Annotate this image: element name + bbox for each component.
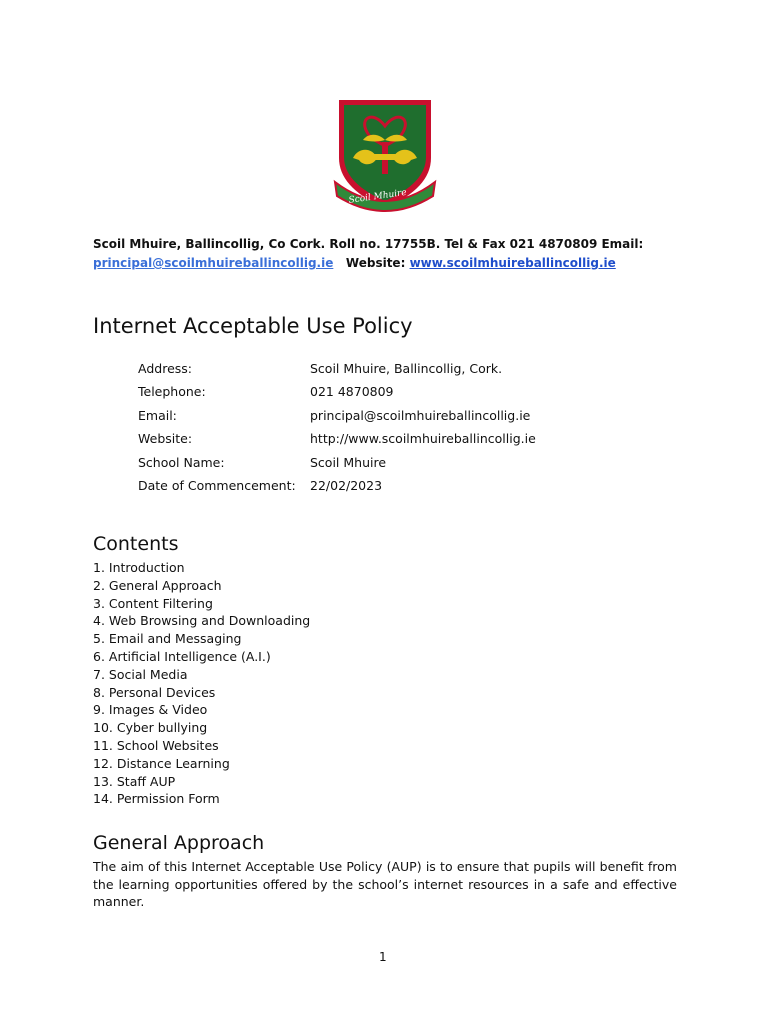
contents-item: 10. Cyber bullying <box>93 720 208 736</box>
detail-value: http://www.scoilmhuireballincollig.ie <box>310 431 536 447</box>
detail-label: Email: <box>138 407 177 423</box>
general-approach-paragraph: The aim of this Internet Acceptable Use Policy (AUP) is to ensure that pupils will benefit from the learning opportunities offered by the school’s internet resources in a safe and effective manner. <box>93 859 677 910</box>
header-email-link[interactable]: principal@scoilmhuireballincollig.ie <box>93 256 334 270</box>
contents-item: 7. Social Media <box>93 666 188 682</box>
contents-item: 8. Personal Devices <box>93 684 216 700</box>
detail-label: School Name: <box>138 454 225 470</box>
contents-item: 3. Content Filtering <box>93 595 213 611</box>
detail-label: Telephone: <box>138 384 206 400</box>
detail-value: 22/02/2023 <box>310 477 383 493</box>
header-contact-line: Scoil Mhuire, Ballincollig, Co Cork. Roll no. 17755B. Tel & Fax 021 4870809 Email: <box>93 237 644 251</box>
header-links-line <box>93 256 616 270</box>
general-approach-heading: General Approach <box>93 832 265 854</box>
contents-item: 1. Introduction <box>93 560 185 575</box>
contents-item: 14. Permission Form <box>93 791 220 807</box>
crest-motto: Scoil Mhuire <box>348 187 408 206</box>
detail-label: Address: <box>138 361 192 376</box>
page-number: 1 <box>379 950 387 964</box>
detail-value: Scoil Mhuire, Ballincollig, Cork. <box>310 361 503 376</box>
header-website-label: Website: <box>345 256 406 270</box>
detail-value: Scoil Mhuire <box>310 454 387 470</box>
contents-heading: Contents <box>93 533 179 555</box>
contents-item: 2. General Approach <box>93 577 222 593</box>
contents-item: 11. School Websites <box>93 737 219 753</box>
contents-item: 6. Artificial Intelligence (A.I.) <box>93 648 271 664</box>
contents-item: 9. Images & Video <box>93 702 208 718</box>
detail-value: principal@scoilmhuireballincollig.ie <box>310 407 531 423</box>
detail-value: 021 4870809 <box>310 384 394 400</box>
page-title: Internet Acceptable Use Policy <box>93 314 413 338</box>
contents-item: 5. Email and Messaging <box>93 631 242 647</box>
contents-item: 12. Distance Learning <box>93 755 230 771</box>
detail-label: Website: <box>138 431 193 447</box>
contents-item: 13. Staff AUP <box>93 773 176 789</box>
header-website-link[interactable]: www.scoilmhuireballincollig.ie <box>409 256 616 270</box>
contents-item: 4. Web Browsing and Downloading <box>93 613 311 629</box>
contents-list <box>93 559 310 808</box>
detail-label: Date of Commencement: <box>138 477 296 493</box>
